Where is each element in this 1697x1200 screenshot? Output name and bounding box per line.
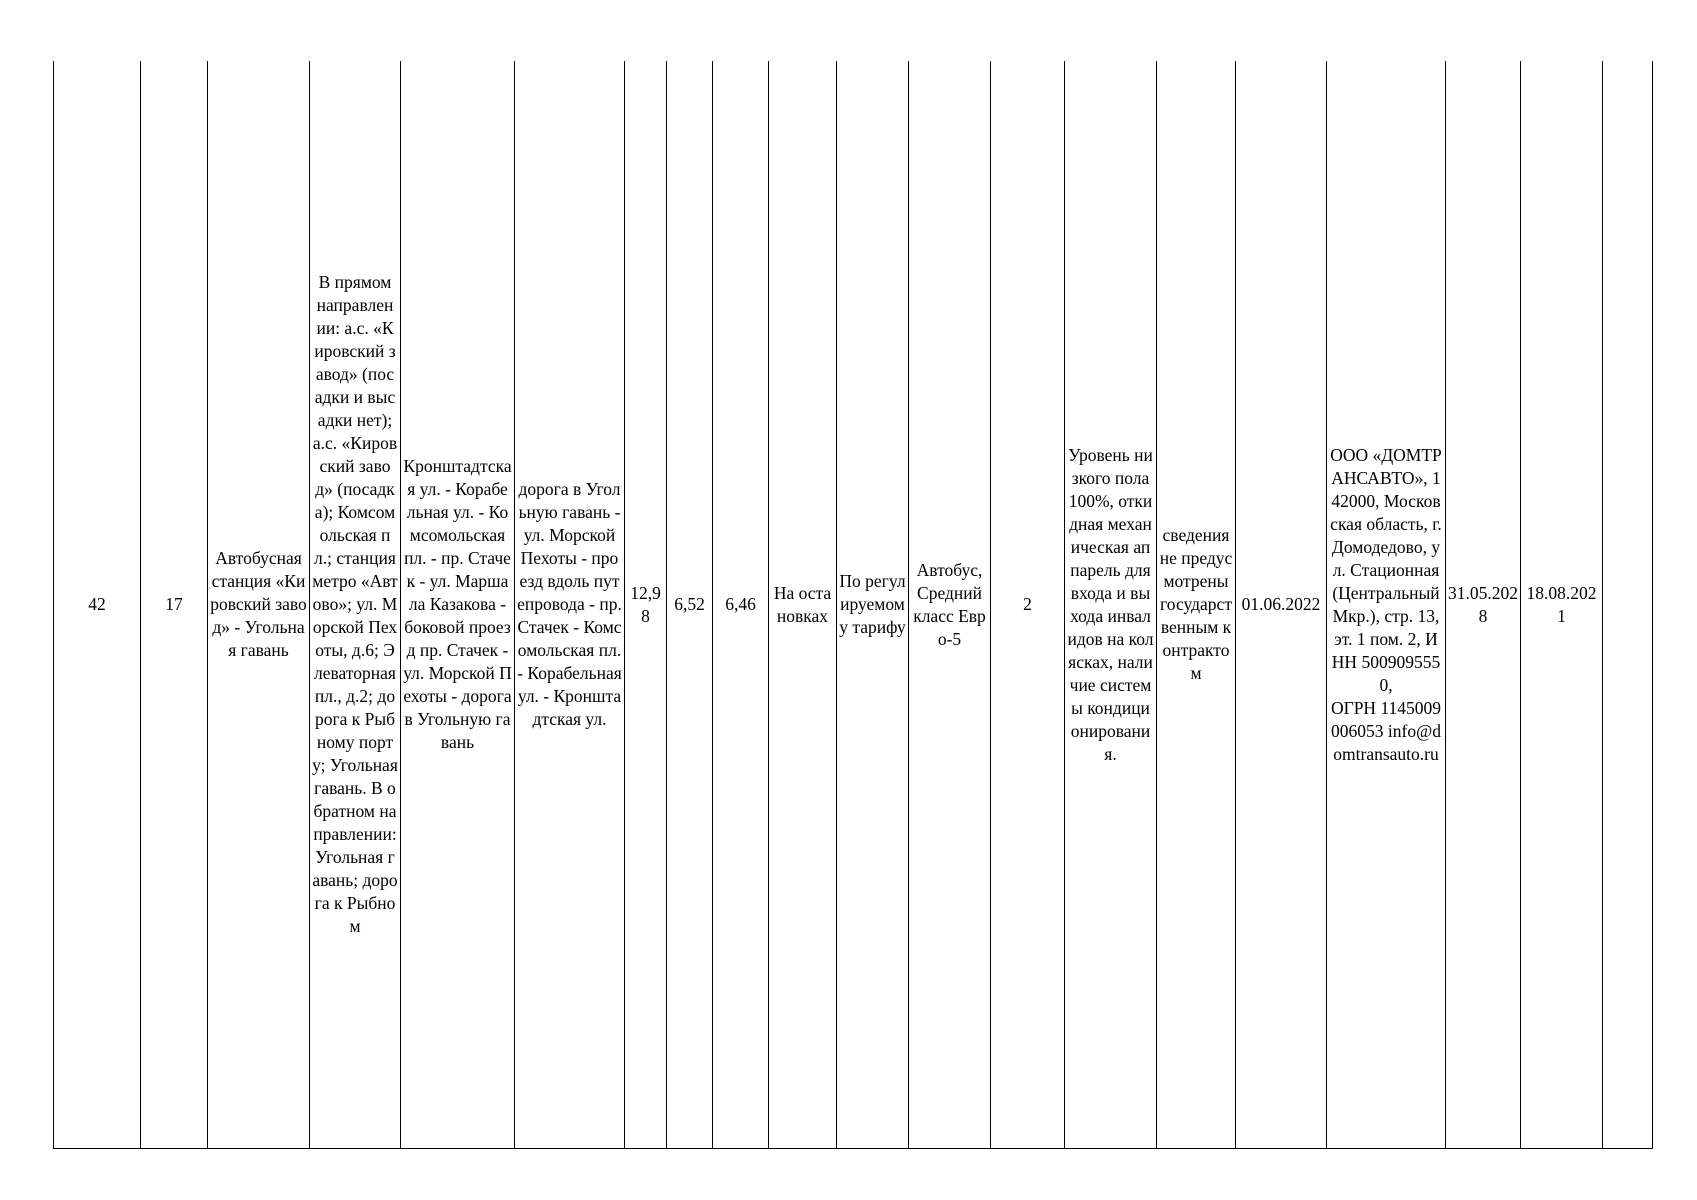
streets-backward-cell: дорога в Угольную гавань - ул. Морской Пехоты - проезд вдоль путепровода - пр. Стачек - Комсомольская пл. - Корабельная ул. - Кронштадтская ул. <box>515 61 625 1149</box>
vehicle-cell: Автобус, Средний класс Евро-5 <box>909 61 991 1149</box>
carrier-cell: ООО «ДОМТРАНСАВТО», 142000, Московская область, г. Домодедово, ул. Стационная (Центральный Мкр.), стр. 13, эт. 1 пом. 2, ИНН 5009095550, ОГРН 1145009006053 info@domtransauto.ru <box>1327 61 1446 1149</box>
end-date-cell: 31.05.2028 <box>1446 61 1521 1149</box>
contract-cell: сведения не предусмотрены государственным контрактом <box>1157 61 1236 1149</box>
registration-date-cell: 18.08.2021 <box>1521 61 1603 1149</box>
table-row <box>54 61 1653 1149</box>
length-forward-cell: 6,52 <box>667 61 713 1149</box>
vehicle-count-cell: 2 <box>991 61 1065 1149</box>
length-total-cell: 12,98 <box>625 61 667 1149</box>
route-name-cell: Автобусная станция «Кировский завод» - Угольная гавань <box>208 61 310 1149</box>
start-date-cell: 01.06.2022 <box>1236 61 1327 1149</box>
route-registry-table <box>53 61 1653 1149</box>
length-backward-cell: 6,46 <box>713 61 769 1149</box>
stops-cell <box>310 61 401 1149</box>
route-number-cell: 17 <box>141 61 208 1149</box>
row-number-cell: 42 <box>54 61 141 1149</box>
boarding-order-cell: На остановках <box>769 61 837 1149</box>
streets-forward-cell: Кронштадтская ул. - Корабельная ул. - Комсомольская пл. - пр. Стачек - ул. Маршала Казакова - боковой проезд пр. Стачек - ул. Морской Пехоты - дорога в Угольную гавань <box>401 61 515 1149</box>
tariff-cell: По регулируемому тарифу <box>837 61 909 1149</box>
extra-cell <box>1603 61 1653 1149</box>
stops-text: В прямом направлении: а.с. «Кировский завод» (посадки и высадки нет); а.с. «Кировский завод» (посадка); Комсомольская пл.; станция метро «Автово»; ул. Морской Пехоты, д.6; Элеваторная пл., д.2; дорога к Рыбному порту; Угольная гавань. В обратном направлении: Угольная гавань; дорога к Рыбном <box>312 272 398 936</box>
characteristics-cell: Уровень низкого пола 100%, откидная механическая аппарель для входа и выхода инвалидов на колясках, наличие системы кондиционирования. <box>1065 61 1157 1149</box>
